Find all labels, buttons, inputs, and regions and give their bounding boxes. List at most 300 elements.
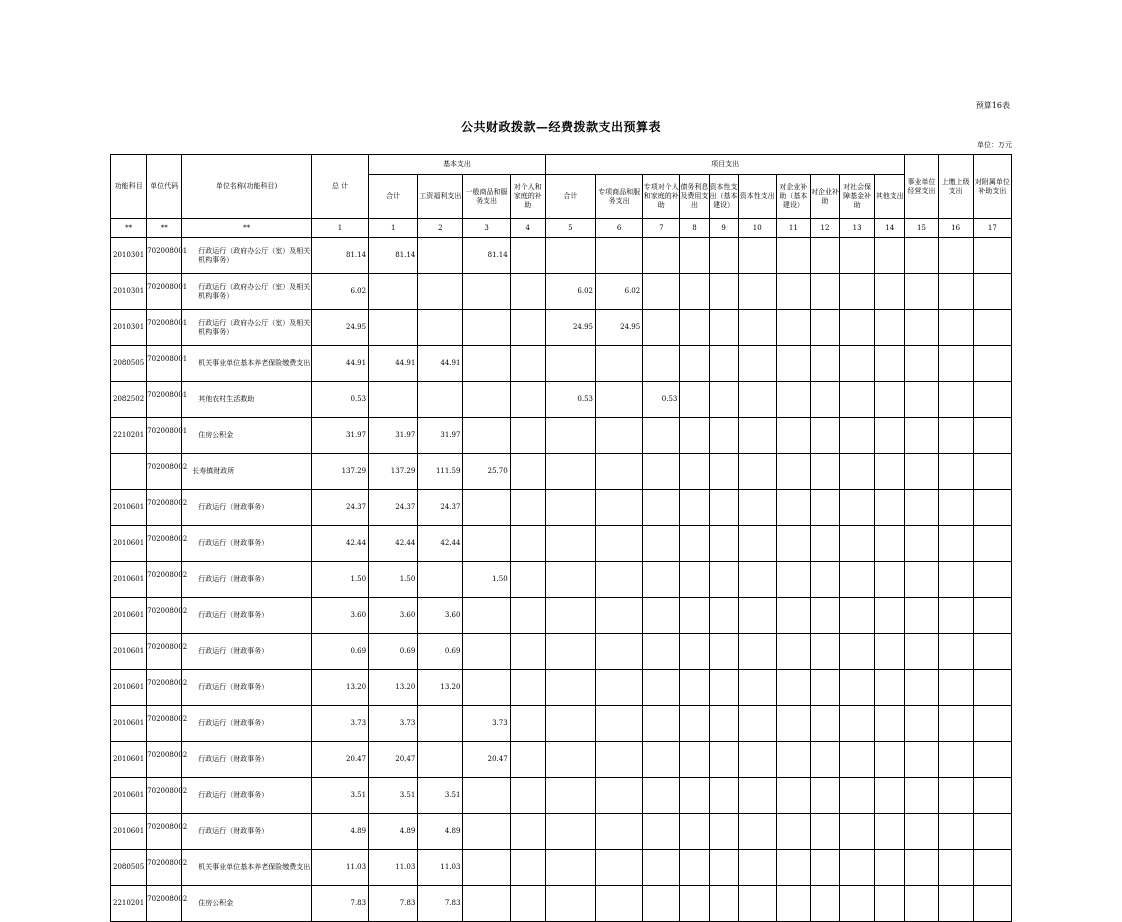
empty-cell: [840, 562, 875, 598]
unit-name-text: 住房公积金: [198, 431, 234, 439]
empty-cell: [938, 814, 973, 850]
empty-cell: [875, 418, 905, 454]
empty-cell: [840, 670, 875, 706]
empty-cell: [938, 274, 973, 310]
unit-name-text: 行政运行（政府办公厅（室）及相关机构事务）: [198, 246, 311, 264]
empty-cell: [875, 850, 905, 886]
unit-name-cell: [182, 670, 312, 706]
empty-cell: [810, 598, 839, 634]
unit-name-cell: [182, 814, 312, 850]
empty-cell: [709, 706, 738, 742]
amount-cell-p-total: [545, 670, 595, 706]
empty-cell: [938, 526, 973, 562]
amount-cell-p-goods: [596, 670, 643, 706]
empty-cell: [973, 598, 1011, 634]
unit-name-text: 行政运行（财政事务）: [198, 827, 269, 835]
table-row: [111, 382, 1012, 418]
amount-cell-b-wage: 7.83: [418, 886, 463, 922]
empty-cell: [905, 814, 938, 850]
empty-cell: [709, 742, 738, 778]
empty-cell: [905, 418, 938, 454]
amount-cell-b-family: [510, 562, 545, 598]
empty-cell: [875, 598, 905, 634]
header-project-0: 合计: [545, 175, 595, 219]
empty-cell: [709, 886, 738, 922]
empty-cell: [938, 382, 973, 418]
amount-cell-b-total: 4.89: [369, 814, 418, 850]
amount-cell-total: 7.83: [311, 886, 368, 922]
empty-cell: [738, 274, 776, 310]
amount-cell-total: 0.69: [311, 634, 368, 670]
amount-cell-total: 20.47: [311, 742, 368, 778]
amount-cell-p-total: [545, 778, 595, 814]
unit-name-text: 机关事业单位基本养老保险缴费支出: [198, 863, 311, 871]
empty-cell: [738, 490, 776, 526]
amount-cell-b-total: [369, 310, 418, 346]
amount-cell-b-goods: [463, 418, 510, 454]
table-row: [111, 670, 1012, 706]
unit-name-text: 行政运行（财政事务）: [198, 503, 269, 511]
empty-cell: [738, 526, 776, 562]
header-enterprise: 事业单位经营支出: [905, 155, 938, 219]
header-basic-2: 一般商品和服务支出: [463, 175, 510, 219]
empty-cell: [709, 310, 738, 346]
empty-cell: [810, 562, 839, 598]
empty-cell: [738, 634, 776, 670]
header-project-2: 专项对个人和家庭的补助: [643, 175, 680, 219]
amount-cell-total: 0.53: [311, 382, 368, 418]
amount-cell-total: 24.37: [311, 490, 368, 526]
empty-cell: [680, 382, 709, 418]
amount-cell-b-goods: [463, 814, 510, 850]
amount-cell-b-wage: 4.89: [418, 814, 463, 850]
header-project-4: 资本性支出（基本建设）: [709, 175, 738, 219]
amount-cell-p-goods: [596, 886, 643, 922]
empty-cell: [680, 598, 709, 634]
empty-cell: [680, 238, 709, 274]
amount-cell-p-total: [545, 886, 595, 922]
empty-cell: [840, 238, 875, 274]
func-code-cell: 2082502: [111, 382, 147, 418]
amount-cell-p-total: [545, 238, 595, 274]
amount-cell-total: 3.60: [311, 598, 368, 634]
empty-cell: [938, 850, 973, 886]
amount-cell-p-family: 0.53: [643, 382, 680, 418]
empty-cell: [840, 490, 875, 526]
amount-cell-p-total: [545, 706, 595, 742]
amount-cell-b-wage: [418, 742, 463, 778]
amount-cell-p-family: [643, 814, 680, 850]
amount-cell-p-total: 24.95: [545, 310, 595, 346]
empty-cell: [938, 454, 973, 490]
empty-cell: [680, 814, 709, 850]
amount-cell-p-goods: [596, 454, 643, 490]
amount-cell-b-goods: [463, 670, 510, 706]
empty-cell: [905, 310, 938, 346]
unit-name-text: 行政运行（政府办公厅（室）及相关机构事务）: [198, 318, 311, 336]
empty-cell: [875, 778, 905, 814]
amount-cell-p-family: [643, 850, 680, 886]
table-row: [111, 562, 1012, 598]
empty-cell: [680, 706, 709, 742]
empty-cell: [973, 706, 1011, 742]
amount-cell-b-goods: [463, 598, 510, 634]
empty-cell: [810, 238, 839, 274]
header-project-group: 项目支出: [545, 155, 905, 175]
amount-cell-p-goods: [596, 706, 643, 742]
empty-cell: [938, 310, 973, 346]
func-code-cell: 2010601: [111, 670, 147, 706]
empty-cell: [938, 886, 973, 922]
empty-cell: [709, 418, 738, 454]
empty-cell: [776, 670, 810, 706]
unit-code-cell: 702008001: [147, 238, 182, 274]
amount-cell-total: 44.91: [311, 346, 368, 382]
amount-cell-p-family: [643, 418, 680, 454]
empty-cell: [680, 742, 709, 778]
amount-cell-b-goods: [463, 778, 510, 814]
empty-cell: [709, 274, 738, 310]
table-row: [111, 598, 1012, 634]
func-code-cell: 2010601: [111, 634, 147, 670]
empty-cell: [738, 706, 776, 742]
amount-cell-b-total: 1.50: [369, 562, 418, 598]
amount-cell-p-goods: [596, 238, 643, 274]
empty-cell: [680, 562, 709, 598]
column-index: 7: [643, 219, 680, 238]
amount-cell-p-family: [643, 454, 680, 490]
empty-cell: [810, 886, 839, 922]
unit-code-cell: 702008002: [147, 778, 182, 814]
amount-cell-p-total: [545, 490, 595, 526]
empty-cell: [973, 310, 1011, 346]
empty-cell: [738, 742, 776, 778]
empty-cell: [973, 778, 1011, 814]
header-unit-name: 单位名称(功能科目): [182, 155, 312, 219]
empty-cell: [738, 382, 776, 418]
empty-cell: [840, 850, 875, 886]
empty-cell: [875, 562, 905, 598]
unit-code-cell: 702008001: [147, 274, 182, 310]
empty-cell: [738, 850, 776, 886]
column-index: 11: [776, 219, 810, 238]
unit-code-cell: 702008002: [147, 814, 182, 850]
func-code-cell: 2010601: [111, 490, 147, 526]
table-row: [111, 886, 1012, 922]
empty-cell: [840, 706, 875, 742]
amount-cell-p-family: [643, 346, 680, 382]
amount-cell-p-family: [643, 886, 680, 922]
empty-cell: [973, 346, 1011, 382]
empty-cell: [776, 454, 810, 490]
amount-cell-b-goods: [463, 886, 510, 922]
empty-cell: [810, 850, 839, 886]
empty-cell: [680, 310, 709, 346]
empty-cell: [840, 418, 875, 454]
empty-cell: [875, 742, 905, 778]
empty-cell: [938, 418, 973, 454]
amount-cell-b-goods: [463, 634, 510, 670]
empty-cell: [810, 670, 839, 706]
amount-cell-p-family: [643, 778, 680, 814]
empty-cell: [680, 886, 709, 922]
unit-code-cell: 702008002: [147, 742, 182, 778]
unit-name-cell: [182, 562, 312, 598]
amount-cell-b-wage: 0.69: [418, 634, 463, 670]
empty-cell: [810, 490, 839, 526]
empty-cell: [776, 814, 810, 850]
empty-cell: [709, 382, 738, 418]
func-code-cell: 2010601: [111, 814, 147, 850]
empty-cell: [810, 274, 839, 310]
empty-cell: [905, 670, 938, 706]
column-index: 2: [418, 219, 463, 238]
column-index: 4: [510, 219, 545, 238]
empty-cell: [680, 490, 709, 526]
func-code-cell: 2080505: [111, 850, 147, 886]
unit-name-text: 行政运行（财政事务）: [198, 755, 269, 763]
empty-cell: [709, 490, 738, 526]
empty-cell: [680, 526, 709, 562]
empty-cell: [840, 274, 875, 310]
empty-cell: [709, 526, 738, 562]
empty-cell: [875, 274, 905, 310]
unit-name-cell: [182, 382, 312, 418]
empty-cell: [973, 850, 1011, 886]
empty-cell: [973, 274, 1011, 310]
unit-code-cell: 702008002: [147, 850, 182, 886]
empty-cell: [776, 346, 810, 382]
amount-cell-b-wage: 3.60: [418, 598, 463, 634]
amount-cell-total: 13.20: [311, 670, 368, 706]
table-row: [111, 814, 1012, 850]
empty-cell: [875, 634, 905, 670]
column-index: 17: [973, 219, 1011, 238]
empty-cell: [738, 310, 776, 346]
amount-cell-p-family: [643, 742, 680, 778]
empty-cell: [840, 526, 875, 562]
empty-cell: [738, 418, 776, 454]
empty-cell: [905, 886, 938, 922]
amount-cell-p-goods: [596, 814, 643, 850]
empty-cell: [905, 454, 938, 490]
amount-cell-b-total: 44.91: [369, 346, 418, 382]
empty-cell: [973, 670, 1011, 706]
empty-cell: [905, 526, 938, 562]
empty-cell: [938, 490, 973, 526]
empty-cell: [938, 742, 973, 778]
amount-cell-b-goods: [463, 526, 510, 562]
column-index: 10: [738, 219, 776, 238]
empty-cell: [938, 670, 973, 706]
empty-cell: [810, 346, 839, 382]
empty-cell: [810, 778, 839, 814]
amount-cell-b-wage: [418, 310, 463, 346]
amount-cell-p-goods: [596, 778, 643, 814]
empty-cell: [905, 634, 938, 670]
empty-cell: [973, 814, 1011, 850]
empty-cell: [709, 454, 738, 490]
empty-cell: [738, 598, 776, 634]
empty-cell: [973, 742, 1011, 778]
header-upper: 上缴上级支出: [938, 155, 973, 219]
empty-cell: [738, 814, 776, 850]
empty-cell: [776, 562, 810, 598]
unit-name-cell: [182, 418, 312, 454]
amount-cell-p-goods: [596, 850, 643, 886]
column-index: 8: [680, 219, 709, 238]
amount-cell-p-family: [643, 238, 680, 274]
amount-cell-total: 6.02: [311, 274, 368, 310]
empty-cell: [973, 634, 1011, 670]
empty-cell: [776, 742, 810, 778]
empty-cell: [840, 598, 875, 634]
empty-cell: [810, 310, 839, 346]
empty-cell: [840, 382, 875, 418]
amount-cell-p-goods: [596, 598, 643, 634]
empty-cell: [938, 238, 973, 274]
amount-cell-b-goods: 20.47: [463, 742, 510, 778]
unit-name-cell: [182, 706, 312, 742]
amount-cell-p-total: 6.02: [545, 274, 595, 310]
amount-cell-total: 11.03: [311, 850, 368, 886]
empty-cell: [938, 778, 973, 814]
empty-cell: [776, 706, 810, 742]
empty-cell: [938, 706, 973, 742]
header-basic-3: 对个人和家庭的补助: [510, 175, 545, 219]
empty-cell: [840, 742, 875, 778]
unit-code-cell: 702008002: [147, 454, 182, 490]
empty-cell: [973, 490, 1011, 526]
table-row: [111, 310, 1012, 346]
amount-cell-b-family: [510, 634, 545, 670]
unit-name-text: 长寿镇财政所: [192, 467, 235, 475]
func-code-cell: 2010601: [111, 526, 147, 562]
empty-cell: [776, 598, 810, 634]
amount-cell-b-goods: [463, 850, 510, 886]
amount-cell-p-family: [643, 310, 680, 346]
unit-code-cell: 702008002: [147, 670, 182, 706]
empty-cell: [776, 634, 810, 670]
empty-cell: [875, 886, 905, 922]
unit-name-cell: [182, 346, 312, 382]
empty-cell: [738, 562, 776, 598]
func-code-cell: 2210201: [111, 418, 147, 454]
unit-name-cell: [182, 454, 312, 490]
column-index: 12: [810, 219, 839, 238]
unit-name-text: 行政运行（财政事务）: [198, 683, 269, 691]
column-index: 5: [545, 219, 595, 238]
empty-cell: [840, 454, 875, 490]
amount-cell-b-family: [510, 454, 545, 490]
header-basic-0: 合计: [369, 175, 418, 219]
table-row: [111, 706, 1012, 742]
column-index: **: [182, 219, 312, 238]
empty-cell: [776, 778, 810, 814]
amount-cell-b-family: [510, 598, 545, 634]
amount-cell-p-family: [643, 562, 680, 598]
amount-cell-p-goods: [596, 490, 643, 526]
func-code-cell: 2080505: [111, 346, 147, 382]
empty-cell: [680, 778, 709, 814]
empty-cell: [905, 778, 938, 814]
amount-cell-b-wage: [418, 562, 463, 598]
unit-name-cell: [182, 850, 312, 886]
unit-name-text: 行政运行（财政事务）: [198, 575, 269, 583]
amount-cell-b-wage: 24.37: [418, 490, 463, 526]
column-index: 1: [369, 219, 418, 238]
amount-cell-b-wage: 13.20: [418, 670, 463, 706]
column-index: 16: [938, 219, 973, 238]
empty-cell: [875, 526, 905, 562]
header-basic-group: 基本支出: [369, 155, 546, 175]
empty-cell: [738, 238, 776, 274]
header-total: 总 计: [311, 155, 368, 219]
column-index: 14: [875, 219, 905, 238]
amount-cell-b-total: 13.20: [369, 670, 418, 706]
amount-cell-p-total: [545, 562, 595, 598]
amount-cell-p-family: [643, 706, 680, 742]
empty-cell: [709, 346, 738, 382]
amount-cell-b-wage: [418, 274, 463, 310]
amount-cell-p-goods: [596, 346, 643, 382]
unit-name-cell: [182, 598, 312, 634]
empty-cell: [938, 562, 973, 598]
unit-name-cell: [182, 742, 312, 778]
amount-cell-total: 24.95: [311, 310, 368, 346]
header-project-6: 对企业补助（基本建设）: [776, 175, 810, 219]
unit-code-cell: 702008002: [147, 634, 182, 670]
empty-cell: [973, 382, 1011, 418]
empty-cell: [738, 778, 776, 814]
amount-cell-b-goods: [463, 490, 510, 526]
amount-cell-p-total: [545, 634, 595, 670]
unit-name-cell: [182, 238, 312, 274]
amount-cell-b-family: [510, 814, 545, 850]
column-index: **: [111, 219, 147, 238]
empty-cell: [938, 346, 973, 382]
empty-cell: [709, 238, 738, 274]
amount-cell-b-goods: [463, 346, 510, 382]
unit-name-text: 行政运行（财政事务）: [198, 611, 269, 619]
amount-cell-b-total: 3.60: [369, 598, 418, 634]
empty-cell: [810, 742, 839, 778]
amount-cell-b-family: [510, 490, 545, 526]
empty-cell: [680, 346, 709, 382]
table-row: [111, 418, 1012, 454]
amount-cell-p-goods: [596, 382, 643, 418]
table-row: [111, 634, 1012, 670]
amount-cell-b-family: [510, 742, 545, 778]
amount-cell-total: 42.44: [311, 526, 368, 562]
amount-cell-b-wage: [418, 382, 463, 418]
empty-cell: [973, 454, 1011, 490]
empty-cell: [875, 382, 905, 418]
amount-cell-p-total: [545, 742, 595, 778]
table-row: [111, 454, 1012, 490]
table-row: [111, 490, 1012, 526]
empty-cell: [905, 238, 938, 274]
amount-cell-b-total: [369, 382, 418, 418]
func-code-cell: 2010601: [111, 562, 147, 598]
amount-cell-b-total: 24.37: [369, 490, 418, 526]
amount-cell-b-goods: [463, 274, 510, 310]
func-code-cell: [111, 454, 147, 490]
empty-cell: [810, 418, 839, 454]
empty-cell: [680, 670, 709, 706]
amount-cell-b-wage: [418, 706, 463, 742]
empty-cell: [905, 382, 938, 418]
